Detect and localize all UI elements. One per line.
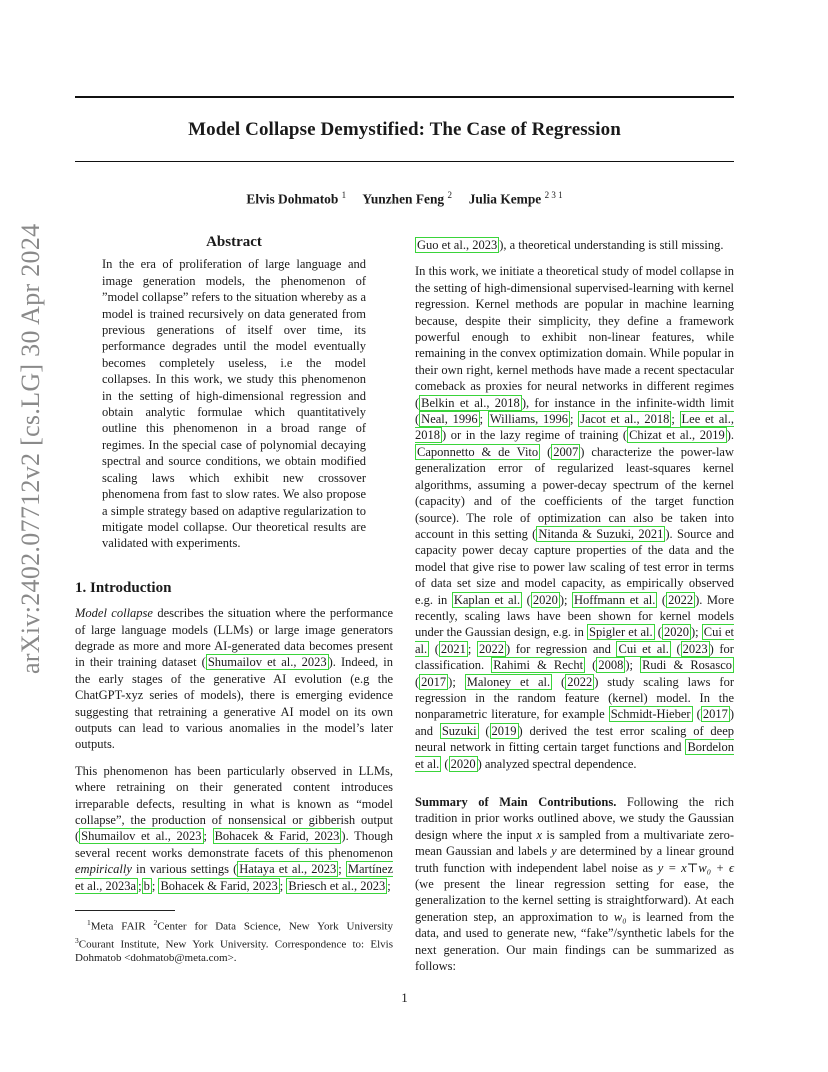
citation-link[interactable]: Neal, 1996 <box>421 412 478 427</box>
paragraph-text: ). Source and capacity power decay capture properties of the data and the model that give rise to power law scaling of test error in terms of data set size and model capacity, as empirically observed e.g. in <box>415 526 734 607</box>
term-emphasis: Model collapse <box>75 606 153 621</box>
separator: ( <box>692 707 701 722</box>
separator: ; <box>151 878 159 893</box>
separator: ) and <box>415 707 734 738</box>
citation-link[interactable]: Nitanda & Suzuki, 2021 <box>538 526 664 541</box>
citation-link[interactable]: 2021 <box>440 641 466 656</box>
citation-link[interactable]: 2022 <box>478 641 504 656</box>
citation-link[interactable]: 2008 <box>598 658 624 673</box>
separator: ( <box>429 641 439 656</box>
paragraph-text: ) study scaling laws for regression in the random feature (kernel) model. In the nonparametric literature, for example <box>415 674 734 722</box>
paragraph-text: This phenomenon has been particularly observed in LLMs, where retraining on their generated content introduces irreparable defects, resulting in what is known as “model collapse”, the production of nonsensical or gibberish output ( <box>75 763 393 844</box>
arxiv-identifier-stamp: arXiv:2402.07712v2 [cs.LG] 30 Apr 2024 <box>16 223 45 674</box>
separator: ); <box>448 674 465 689</box>
citation-link[interactable]: 2020 <box>663 625 689 640</box>
paragraph-text: In this work, we initiate a theoretical study of model collapse in the setting of high-dimensional supervised-learning with kernel regression. Kernel methods are popular in machine learning because, despite their simplicity, they define a framework powerful enough to exhibit non-linear features, while remaining in the convex optimization domain. While popular in their own right, kernel methods have made a recent spectacular comeback as proxies for neural networks in different regimes ( <box>415 264 734 410</box>
paper-title: Model Collapse Demystified: The Case of Regression <box>188 119 621 140</box>
paragraph-text: ) derived the test error scaling of deep neural network in fitting certain target functions and <box>415 723 734 755</box>
paragraph-text: ). Though several recent works demonstrate facets of this phenomenon <box>75 829 393 860</box>
paragraph-text: ) or in the lazy regime of training ( <box>442 428 628 443</box>
citation-link[interactable]: Bordelon et al. <box>415 740 734 771</box>
footnote-marker: 3 <box>75 935 79 945</box>
left-column <box>75 234 393 965</box>
footnote-marker: 1 <box>87 918 91 928</box>
section-heading: 1. Introduction <box>75 579 172 596</box>
paragraph-text: in various settings ( <box>131 862 238 877</box>
separator: ; <box>467 641 477 656</box>
separator: ( <box>585 658 597 673</box>
author-name: Elvis Dohmatob <box>246 191 339 207</box>
citation-link[interactable]: 2022 <box>668 592 694 607</box>
separator: ); <box>559 592 573 607</box>
author-affiliation: 2 <box>447 190 452 200</box>
citation-link[interactable]: Guo et al., 2023 <box>417 238 498 252</box>
author-name: Yunzhen Feng <box>362 191 445 207</box>
emphasis-text: empirically <box>75 862 132 877</box>
paragraph-text: ), for instance in the infinite-width limit ( <box>415 395 734 427</box>
citation-link[interactable]: Williams, 1996 <box>489 412 568 427</box>
separator: ( <box>415 674 420 689</box>
paragraph-text: (we present the linear regression setting for ease, the generalization to the kernel setting is straightforward). At each generation step, an approximation to <box>415 877 734 924</box>
citation-link[interactable]: Kaplan et al. <box>453 592 521 607</box>
right-column <box>415 237 734 974</box>
separator: ; <box>479 412 488 427</box>
citation-link[interactable]: Chizat et al., 2019 <box>629 428 725 443</box>
citation-link[interactable]: 2020 <box>450 756 476 771</box>
separator: ( <box>441 756 449 771</box>
paragraph-text: Following the rich tradition in prior works outlined above, we study the Gaussian design where the input <box>415 795 735 842</box>
separator: ( <box>478 723 490 738</box>
affiliation-footnote <box>75 916 393 965</box>
separator: ( <box>522 592 531 607</box>
citation-link[interactable]: 2022 <box>567 674 593 689</box>
page-number: 1 <box>401 990 408 1005</box>
author-affiliation: 1 <box>341 190 347 200</box>
citation-link[interactable]: Shumailov et al., 2023 <box>81 829 202 844</box>
paragraph-text: ). <box>726 428 734 443</box>
paragraph-run-in-heading: Summary of Main Contributions. <box>415 795 617 809</box>
body-paragraph <box>415 263 734 772</box>
citation-link[interactable]: Hataya et al., 2023 <box>239 862 337 877</box>
citation-link[interactable]: 2019 <box>491 723 517 738</box>
citation-link[interactable]: Cui et al. <box>618 641 669 656</box>
citation-link[interactable]: Rahimi & Recht <box>493 658 584 673</box>
citation-link[interactable]: Bohacek & Farid, 2023 <box>160 878 278 893</box>
citation-link[interactable]: Shumailov et al., 2023 <box>207 655 327 670</box>
citation-link[interactable]: Spigler et al. <box>589 625 653 640</box>
citation-link[interactable]: Lee et al., 2018 <box>415 412 735 443</box>
paragraph-text: describes the situation where the performance of large language models (LLMs) or large image generators degrade as more and more AI-generated data becomes present in their training dataset ( <box>75 606 393 670</box>
separator: ( <box>552 674 566 689</box>
citation-link[interactable]: 2023 <box>682 641 708 656</box>
citation-link[interactable]: Hoffmann et al. <box>574 592 656 607</box>
citation-link[interactable]: 2007 <box>553 444 579 459</box>
footnote-text: Meta FAIR <box>90 920 154 933</box>
citation-link[interactable]: Cui et al. <box>415 625 734 656</box>
paragraph-text: ), a theoretical understanding is still missing. <box>499 238 724 252</box>
separator: ); <box>625 658 641 673</box>
paragraph-text: are determined by a linear ground truth function with independent label noise as <box>415 844 734 875</box>
citation-link[interactable]: b <box>143 878 150 893</box>
separator: ; <box>338 862 346 877</box>
citation-link[interactable]: Maloney et al. <box>466 674 551 689</box>
paragraph-text: ). More recently, scaling laws have been shown for kernel models under the Gaussian design, e.g. in <box>415 592 734 640</box>
title-bottom-rule <box>75 161 734 162</box>
math-equation: y = x⊤w₀ + ϵ <box>657 860 734 875</box>
abstract-heading: Abstract <box>206 234 262 250</box>
paragraph-text: ) for classification. <box>415 641 734 673</box>
separator: ; <box>570 412 579 427</box>
footnote-text: Center for Data Science, New York University <box>157 920 393 933</box>
citation-link[interactable]: 2017 <box>702 707 728 722</box>
paragraph-text: is learned from the data, and used to generate new, “fake”/synthetic labels for the next generation. Our main findings can be summarized as follows: <box>415 909 734 974</box>
separator: ; <box>203 829 213 844</box>
separator: ; <box>138 878 142 893</box>
author-list <box>75 190 734 207</box>
intro-paragraph <box>75 605 393 753</box>
math-symbol: x <box>536 827 543 842</box>
separator: ); <box>690 625 702 640</box>
paragraph-text: is sampled from a multivariate zero-mean Gaussian and labels <box>415 827 735 859</box>
title-top-rule <box>75 96 734 98</box>
abstract-text: In the era of proliferation of large language and image generation models, the phenomenon of ”model collapse” refers to the situation whereby as a model is trained recursively on data generated from previous generations of itself over time, its performance degrades until the model eventually becomes completely useless, i.e the model collapses. In this work, we study this phenomenon in the setting of high-dimensional regression and obtain analytic formulae which quantitatively outline this phenomenon in a broad range of regimes. In the special case of polynomial decaying spectral and source conditions, we obtain modified scaling laws which exhibit new crossover phenomena from fast to slow rates. We also propose a simple strategy based on adaptive regularization to mitigate model collapse. Our theoretical results are validated with experiments. <box>102 257 366 551</box>
citation-link[interactable]: Martínez et al., 2023a <box>75 862 393 893</box>
author-affiliation: 2 3 1 <box>544 190 563 200</box>
separator: ( <box>654 625 662 640</box>
separator: ( <box>540 444 552 459</box>
author-name: Julia Kempe <box>468 191 542 207</box>
footnote-marker: 2 <box>153 918 158 928</box>
citation-link[interactable]: Suzuki <box>441 723 477 738</box>
citation-link[interactable]: Rudi & Rosasco <box>642 658 732 673</box>
footnote-text: Courant Institute, New York University. Correspondence to: Elvis Dohmatob <dohmatob@meta.com>. <box>75 938 393 965</box>
paragraph-text: ). Indeed, in the early stages of the generative AI evolution (e.g the ChatGPT-xyz series of models), there is emerging evidence suggesting that retraining a generative AI model on its own outputs can lead to various anomalies in the model’s later outputs. <box>75 655 393 752</box>
citation-link[interactable]: Schmidt-Hieber <box>610 707 691 722</box>
footnote-rule <box>75 910 175 911</box>
paragraph-text: ) for regression and <box>505 641 617 656</box>
separator: ; <box>671 412 680 427</box>
citation-link[interactable]: Briesch et al., 2023 <box>288 878 386 893</box>
citation-link[interactable]: 2017 <box>421 674 447 689</box>
citation-link[interactable]: Caponnetto & de Vito <box>417 444 539 459</box>
paragraph-text: ) characterize the power-law generalization error of regularized least-squares kernel algorithms, assuming a power-decay spectrum of the kernel (capacity) and of the coefficients of the target function (source). The role of optimization can also be taken into account in this setting ( <box>415 444 734 541</box>
separator: ; <box>279 878 287 893</box>
citation-link[interactable]: Jacot et al., 2018 <box>580 412 670 427</box>
separator: ( <box>657 592 667 607</box>
continued-paragraph <box>415 237 734 253</box>
citation-link[interactable]: Belkin et al., 2018 <box>421 395 520 410</box>
separator: ( <box>670 641 681 656</box>
separator: ; <box>387 878 391 893</box>
math-symbol: y <box>551 844 557 859</box>
math-symbol: w₀ <box>613 909 627 924</box>
citation-link[interactable]: Bohacek & Farid, 2023 <box>214 829 340 844</box>
paragraph-text: ) analyzed spectral dependence. <box>477 756 637 771</box>
contributions-paragraph <box>415 794 734 974</box>
intro-paragraph <box>75 763 393 894</box>
citation-link[interactable]: 2020 <box>532 592 558 607</box>
